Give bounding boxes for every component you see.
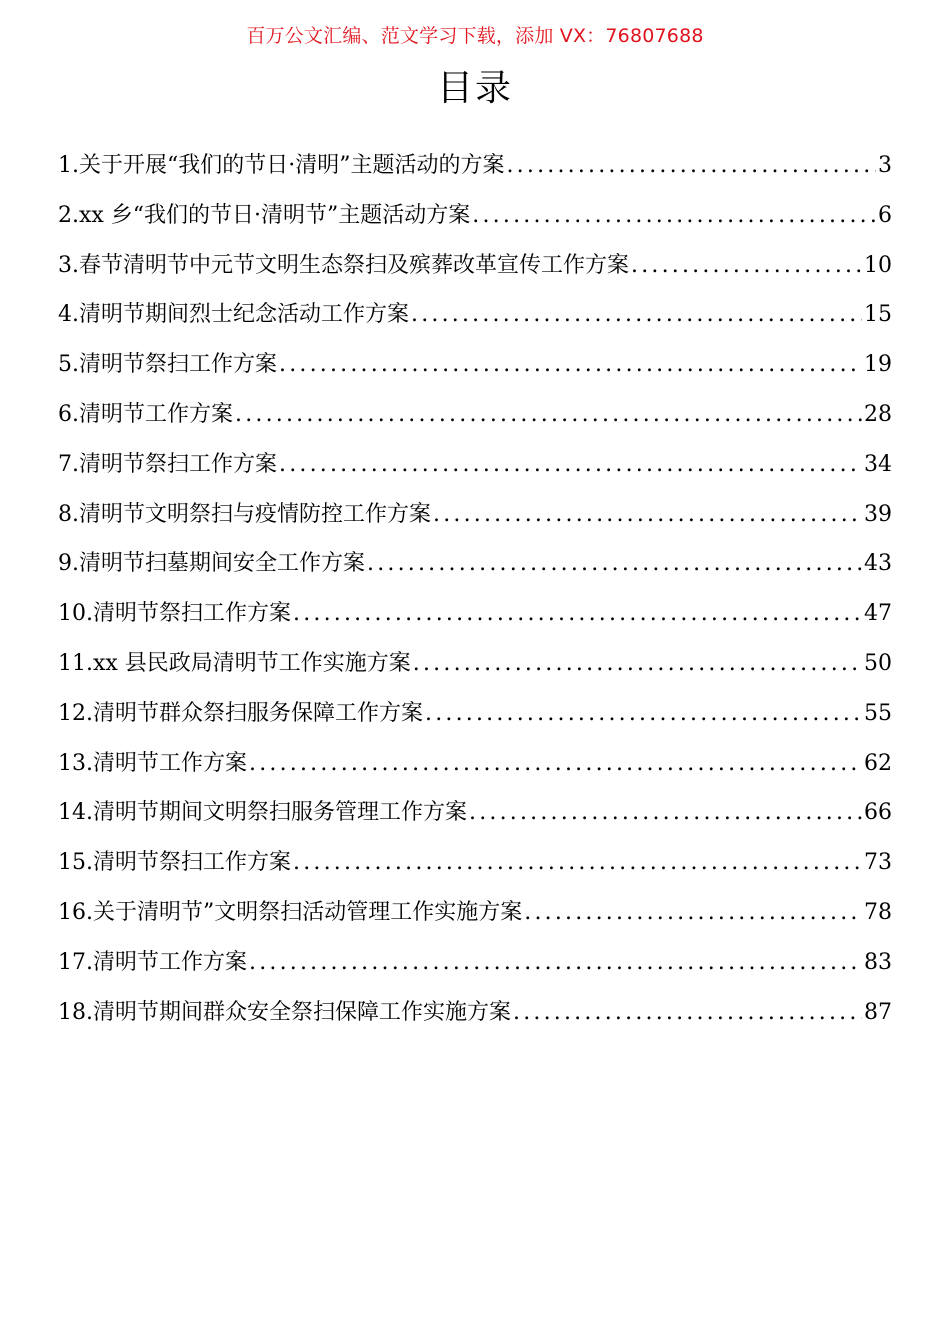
toc-leader-dots <box>367 539 862 589</box>
toc-entry[interactable] <box>58 539 892 589</box>
toc-entry-page: 66 <box>864 800 892 826</box>
toc-entry[interactable] <box>58 988 892 1038</box>
toc-entry-page: 6 <box>878 202 892 228</box>
toc-entry[interactable] <box>58 589 892 639</box>
toc-entry[interactable] <box>58 241 892 291</box>
toc-entry-title: 15.清明节祭扫工作方案 <box>58 850 291 876</box>
toc-leader-dots <box>279 440 862 490</box>
toc-entry-page: 43 <box>864 551 892 577</box>
toc-entry-page: 28 <box>864 401 892 427</box>
toc-entry[interactable] <box>58 390 892 440</box>
toc-entry-title: 7.清明节祭扫工作方案 <box>58 451 277 477</box>
toc-entry[interactable] <box>58 838 892 888</box>
toc-entry-page: 62 <box>864 750 892 776</box>
toc-entry[interactable] <box>58 739 892 789</box>
toc-entry-page: 47 <box>864 601 892 627</box>
toc-entry-title: 13.清明节工作方案 <box>58 750 247 776</box>
toc-entry-title: 6.清明节工作方案 <box>58 401 233 427</box>
toc-entry-title: 8.清明节文明祭扫与疫情防控工作方案 <box>58 501 431 527</box>
toc-entry-title: 1.关于开展“我们的节日·清明”主题活动的方案 <box>58 153 505 178</box>
toc-leader-dots <box>293 838 862 888</box>
toc-entry[interactable] <box>58 290 892 340</box>
toc-entry[interactable] <box>58 639 892 689</box>
toc-entry-title: 14.清明节期间文明祭扫服务管理工作方案 <box>58 800 467 826</box>
toc-entry-title: 11.xx 县民政局清明节工作实施方案 <box>58 650 411 676</box>
toc-leader-dots <box>472 191 876 241</box>
toc-entry[interactable] <box>58 788 892 838</box>
toc-entry-title: 12.清明节群众祭扫服务保障工作方案 <box>58 700 423 726</box>
toc-entry-title: 9.清明节扫墓期间安全工作方案 <box>58 551 365 577</box>
toc-entry-page: 19 <box>864 352 892 378</box>
toc-entry-title: 4.清明节期间烈士纪念活动工作方案 <box>58 302 409 328</box>
toc-entry-title: 2.xx 乡“我们的节日·清明节”主题活动方案 <box>58 202 471 228</box>
toc-leader-dots <box>631 241 862 291</box>
toc-entry-page: 50 <box>864 650 892 676</box>
toc-entry-page: 83 <box>864 949 892 975</box>
toc-leader-dots <box>249 739 862 789</box>
table-of-contents <box>58 141 892 1037</box>
toc-leader-dots <box>279 340 862 390</box>
toc-leader-dots <box>411 290 862 340</box>
toc-entry-page: 34 <box>864 451 892 477</box>
toc-entry-title: 5.清明节祭扫工作方案 <box>58 352 277 378</box>
toc-entry[interactable] <box>58 490 892 540</box>
toc-entry[interactable] <box>58 141 892 191</box>
toc-entry-title: 3.春节清明节中元节文明生态祭扫及殡葬改革宣传工作方案 <box>58 252 629 278</box>
toc-entry-title: 16.关于清明节”文明祭扫活动管理工作实施方案 <box>58 899 523 925</box>
toc-entry[interactable] <box>58 689 892 739</box>
toc-entry-page: 78 <box>864 899 892 925</box>
toc-entry-page: 87 <box>864 999 892 1025</box>
toc-leader-dots <box>413 639 862 689</box>
header-banner: 百万公文汇编、范文学习下载，添加 VX：76807688 <box>246 25 704 47</box>
toc-entry[interactable] <box>58 191 892 241</box>
toc-leader-dots <box>249 938 862 988</box>
toc-entry-title: 17.清明节工作方案 <box>58 949 247 975</box>
toc-leader-dots <box>469 788 862 838</box>
toc-entry-page: 15 <box>864 302 892 328</box>
toc-entry-title: 10.清明节祭扫工作方案 <box>58 601 291 627</box>
toc-entry-page: 3 <box>878 153 892 178</box>
toc-leader-dots <box>506 141 876 191</box>
toc-entry[interactable] <box>58 440 892 490</box>
toc-leader-dots <box>524 888 862 938</box>
toc-entry[interactable] <box>58 340 892 390</box>
toc-entry-title: 18.清明节期间群众安全祭扫保障工作实施方案 <box>58 999 511 1025</box>
toc-leader-dots <box>433 490 862 540</box>
page-title: 目录 <box>436 68 513 109</box>
toc-entry-page: 39 <box>864 501 892 527</box>
toc-leader-dots <box>293 589 862 639</box>
toc-leader-dots <box>513 988 862 1038</box>
toc-leader-dots <box>235 390 862 440</box>
toc-leader-dots <box>425 689 862 739</box>
toc-entry[interactable] <box>58 888 892 938</box>
toc-entry-page: 10 <box>864 252 892 278</box>
toc-entry[interactable] <box>58 938 892 988</box>
toc-entry-page: 73 <box>864 850 892 876</box>
toc-entry-page: 55 <box>864 700 892 726</box>
